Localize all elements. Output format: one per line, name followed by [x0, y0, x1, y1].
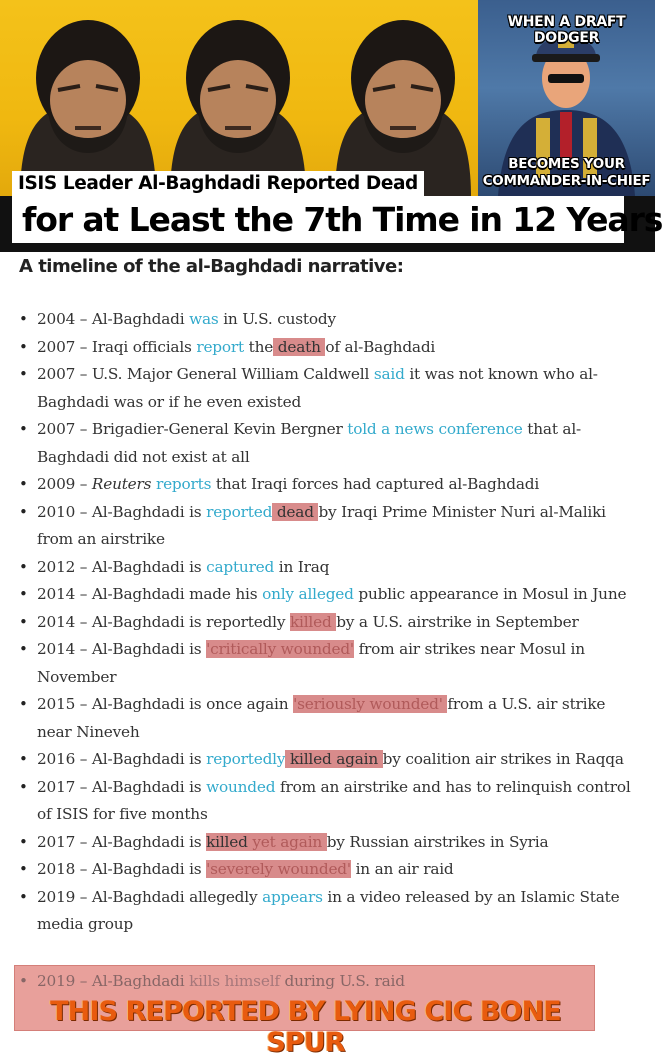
meme-top-caption: WHEN A DRAFT DODGER — [507, 14, 626, 46]
timeline-link[interactable]: appears — [262, 887, 323, 906]
timeline-text: by Russian airstrikes in Syria — [326, 832, 549, 851]
timeline-text: in U.S. custody — [218, 310, 336, 328]
timeline-item — [19, 746, 639, 774]
portrait-illustration-2 — [150, 8, 325, 198]
meme-inset-panel — [478, 0, 655, 196]
timeline-link[interactable]: said — [373, 365, 405, 383]
highlighted-link[interactable]: 'severely wounded' — [206, 860, 351, 878]
timeline-text: 2017 – Al-Baghdadi is — [37, 777, 207, 796]
timeline-text: 2015 – Al-Baghdadi is once again — [37, 695, 294, 713]
timeline-text: 2004 – Al-Baghdadi — [37, 310, 190, 328]
timeline-link[interactable]: told a news conference — [347, 420, 523, 438]
timeline-item — [19, 636, 639, 691]
timeline-text: it was not known who al-Baghdadi was or if he even existed — [37, 365, 598, 411]
timeline-subtitle: A timeline of the al-Baghdadi narrative: — [19, 256, 404, 277]
timeline-item — [19, 471, 639, 499]
timeline-text: by Iraqi Prime Minister Nuri al-Maliki from an airstrike — [37, 502, 606, 548]
highlighted-text: dead — [272, 502, 319, 521]
timeline-text: from a U.S. air strike near Nineveh — [37, 695, 606, 741]
portrait-illustration-1 — [0, 8, 175, 198]
meme-bottom-line-2: COMMANDER-IN-CHIEF — [482, 173, 651, 189]
timeline-text: during U.S. raid — [279, 972, 405, 990]
timeline-text: 2019 – Al-Baghdadi allegedly — [37, 887, 263, 906]
highlighted-link[interactable]: 'seriously wounded' — [293, 695, 448, 713]
timeline-link[interactable]: was — [189, 310, 219, 328]
faded-link-text: kills himself — [189, 972, 280, 990]
timeline-text: 2014 – Al-Baghdadi made his — [37, 585, 263, 603]
timeline-item — [19, 306, 639, 334]
timeline-text: from air strikes near Mosul in November — [37, 640, 585, 686]
timeline-link[interactable]: only alleged — [262, 585, 354, 603]
timeline-item — [19, 416, 639, 471]
timeline-text: 2009 – — [37, 475, 92, 493]
italic-source-name: Reuters — [91, 475, 152, 493]
timeline-text: 2007 – Iraqi officials — [37, 337, 197, 356]
highlighted-link[interactable]: killed — [289, 612, 337, 631]
highlighted-link[interactable]: 'critically wounded' — [206, 640, 354, 658]
timeline-item — [19, 554, 639, 582]
timeline-item — [19, 884, 639, 939]
timeline-item — [19, 691, 639, 746]
highlighted-text: death — [273, 337, 326, 356]
timeline-text: of al-Baghdadi — [325, 337, 436, 356]
timeline-item — [19, 361, 639, 416]
timeline-text: public appearance in Mosul in June — [353, 585, 627, 603]
timeline-item — [19, 609, 639, 637]
final-highlight-box — [14, 965, 595, 1058]
timeline-text: 2007 – U.S. Major General William Caldwell — [37, 365, 374, 383]
timeline-text: 2007 – Brigadier-General Kevin Bergner — [37, 420, 348, 438]
timeline-text: 2018 – Al-Baghdadi is — [37, 860, 207, 878]
timeline-item — [19, 774, 639, 829]
portrait-illustration-3 — [315, 8, 490, 198]
timeline-link[interactable]: reported — [206, 502, 273, 521]
timeline-text: from an airstrike and has to relinquish control of ISIS for five months — [37, 777, 631, 823]
highlighted-link[interactable]: yet again — [252, 832, 327, 851]
headline-line-1: ISIS Leader Al-Baghdadi Reported Dead — [12, 171, 424, 196]
timeline-text: 2019 – Al-Baghdadi — [37, 972, 190, 990]
timeline-link[interactable]: reports — [155, 475, 212, 493]
timeline-link[interactable]: captured — [206, 557, 275, 576]
timeline-link[interactable]: report — [196, 337, 244, 356]
timeline-text: 2014 – Al-Baghdadi is — [37, 640, 207, 658]
timeline-text: 2010 – Al-Baghdadi is — [37, 502, 207, 521]
meme-bottom-caption — [478, 156, 655, 190]
timeline-text: in a video released by an Islamic State media group — [37, 887, 620, 933]
timeline-text: that al-Baghdadi did not exist at all — [37, 420, 582, 466]
highlighted-text: killed again — [285, 750, 383, 768]
bullet-icon: • — [19, 972, 28, 990]
timeline-text: by coalition air strikes in Raqqa — [382, 750, 624, 768]
headline-line-2: for at Least the 7th Time in 12 Years — [12, 196, 624, 243]
timeline-text: 2012 – Al-Baghdadi is — [37, 557, 207, 576]
timeline-text: 2017 – Al-Baghdadi is — [37, 832, 207, 851]
timeline-list — [19, 306, 639, 939]
timeline-text: 2014 – Al-Baghdadi is reportedly — [37, 612, 290, 631]
final-timeline-item — [19, 972, 405, 990]
timeline-text: 2016 – Al-Baghdadi is — [37, 750, 207, 768]
timeline-text: that Iraqi forces had captured al-Baghdadi — [211, 475, 540, 493]
timeline-text: the — [243, 337, 274, 356]
timeline-text: by a U.S. airstrike in September — [336, 612, 579, 631]
final-caption: THIS REPORTED BY LYING CIC BONE SPUR — [50, 996, 561, 1058]
header-banner-image — [0, 0, 662, 252]
timeline-item — [19, 334, 639, 362]
meme-bottom-line-1: BECOMES YOUR — [508, 156, 625, 172]
timeline-item — [19, 499, 639, 554]
timeline-item — [19, 581, 639, 609]
timeline-link[interactable]: wounded — [206, 777, 276, 796]
timeline-item — [19, 829, 639, 857]
timeline-link[interactable]: reportedly — [206, 750, 286, 768]
highlighted-text: killed — [206, 832, 253, 851]
timeline-text: in an air raid — [350, 860, 454, 878]
timeline-text: in Iraq — [274, 557, 330, 576]
timeline-item — [19, 856, 639, 884]
